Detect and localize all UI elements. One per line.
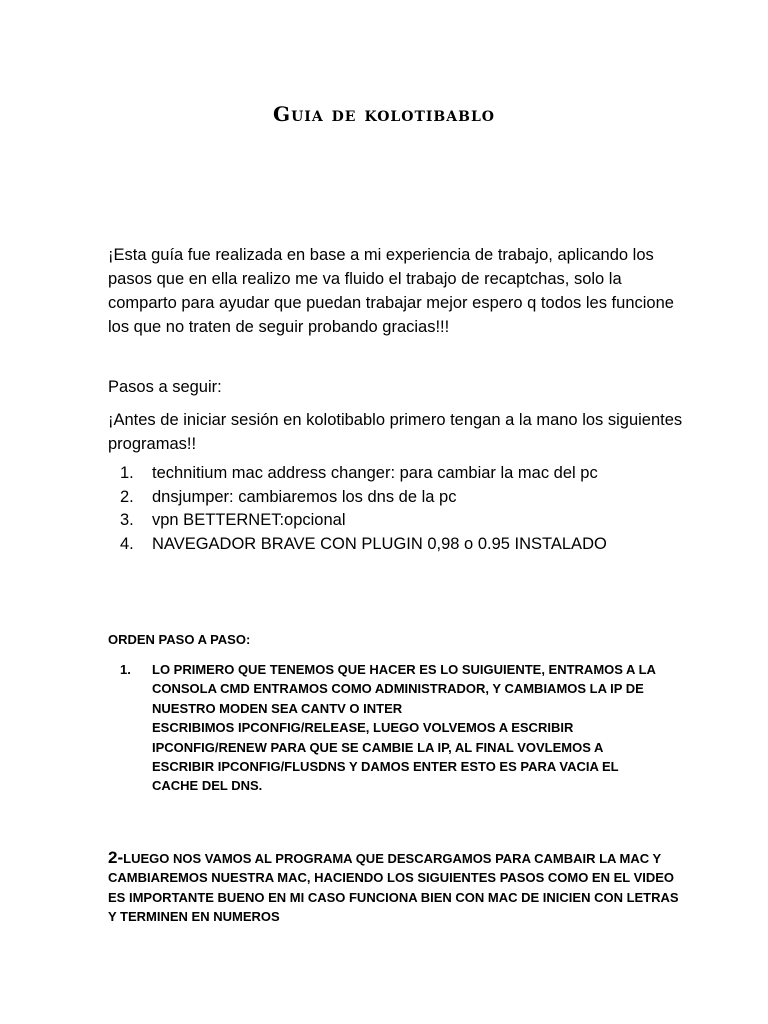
list-item xyxy=(108,486,688,510)
list-item xyxy=(108,533,688,557)
order-step-text: LO PRIMERO QUE TENEMOS QUE HACER ES LO SUIGUIENTE, ENTRAMOS A LA CONSOLA CMD ENTRAMOS COMO ADMINISTRADOR, Y CAMBIAMOS LA IP DE NUESTRO MODEN SEA CANTV O INTER xyxy=(152,662,656,716)
order-step-number: 1. xyxy=(120,662,131,677)
order-step-text-continued: ESCRIBIMOS IPCONFIG/RELEASE, LUEGO VOLVEMOS A ESCRIBIR IPCONFIG/RENEW PARA QUE SE CAMBIE LA IP, AL FINAL VOVLEMOS A ESCRIBIR IPCONFIG/FLUSDNS Y DAMOS ENTER ESTO ES PARA VACIA EL CACHE DEL DNS. xyxy=(152,720,619,794)
list-item-text: vpn BETTERNET:opcional xyxy=(152,511,346,529)
programs-list xyxy=(108,462,688,556)
order-step-number: 2- xyxy=(108,848,124,867)
order-heading: ORDEN PASO A PASO: xyxy=(108,632,251,647)
document-title: Guia de kolotibablo xyxy=(273,102,495,126)
intro-paragraph: ¡Esta guía fue realizada en base a mi experiencia de trabajo, aplicando los pasos que en ella realizo me va fluido el trabajo de recaptchas, solo la comparto para ayudar que puedan trabajar mejor espero q todos les funcione los que no traten de seguir probando gracias!!! xyxy=(108,246,674,336)
list-number: 4. xyxy=(120,534,134,553)
steps-heading: Pasos a seguir: xyxy=(108,378,222,396)
list-number: 3. xyxy=(120,511,134,529)
list-item-text: dnsjumper: cambiaremos los dns de la pc xyxy=(152,487,457,506)
list-item xyxy=(108,462,688,486)
list-item xyxy=(108,509,688,533)
order-step-2 xyxy=(108,848,688,927)
order-step-1 xyxy=(108,660,668,796)
list-item-text: technitium mac address changer: para cambiar la mac del pc xyxy=(152,464,598,482)
list-number: 1. xyxy=(120,464,134,482)
order-step-text: LUEGO NOS VAMOS AL PROGRAMA QUE DESCARGAMOS PARA CAMBAIR LA MAC Y CAMBIAREMOS NUESTRA MAC, HACIENDO LOS SIGUIENTES PASOS COMO EN EL VIDEO ES IMPORTANTE BUENO EN MI CASO FUNCIONA BIEN CON MAC DE INICIEN CON LETRAS Y TERMINEN EN NUMEROS xyxy=(108,851,679,925)
pre-note-paragraph: ¡Antes de iniciar sesión en kolotibablo primero tengan a la mano los siguientes programas!! xyxy=(108,411,683,453)
list-number: 2. xyxy=(120,487,134,506)
list-item-text: NAVEGADOR BRAVE CON PLUGIN 0,98 o 0.95 INSTALADO xyxy=(152,534,607,553)
